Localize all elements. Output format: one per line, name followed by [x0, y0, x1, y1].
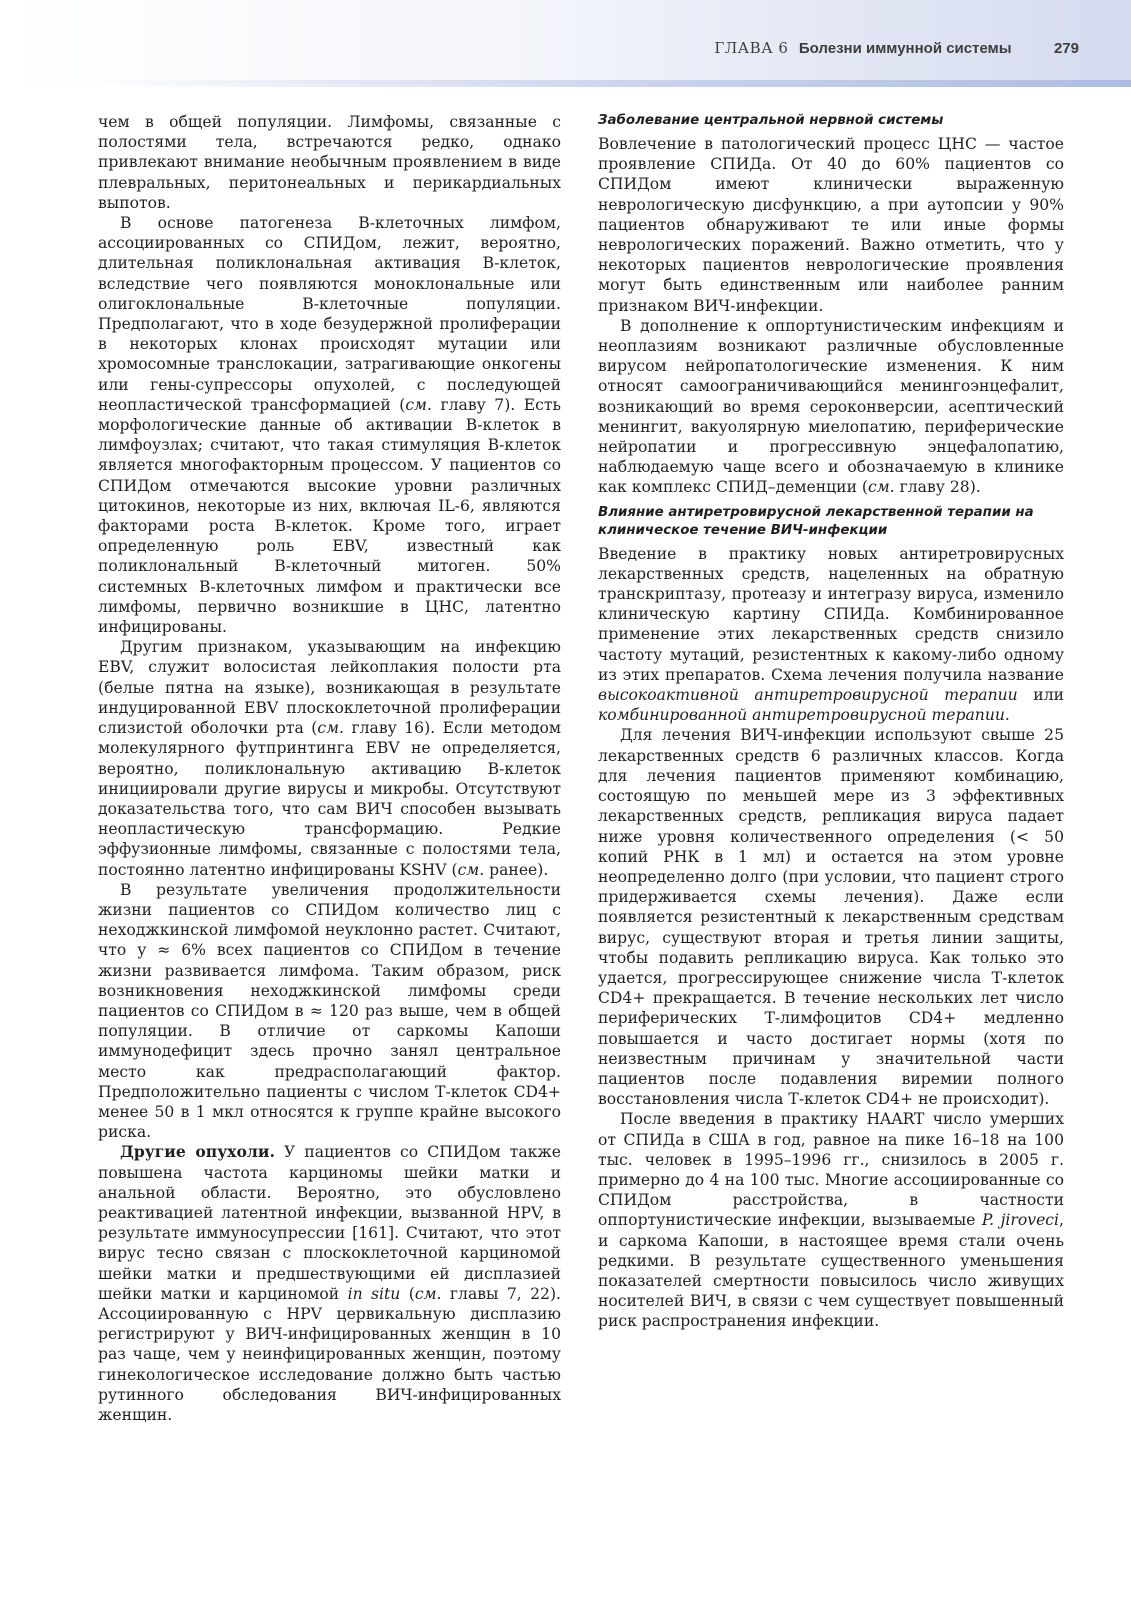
paragraph: После введения в практику HAART число умерших от СПИДа в США в год, равное на пике 16–18 на 100 тыс. человек в 1995–1996 гг., снизилось в 2005 г. примерно до 4 на 100 тыс. Многие ассоциированные со СПИДом расстройства, в частности оппортунистические инфекции, вызываемые P. jirovecі, и саркома Капоши, в настоящее время стали очень редкими. В результате существенного уменьшения показателей смертности повысилось число живущих носителей ВИЧ, в связи с чем существует повышенный риск распространения инфекции.: [598, 1110, 1064, 1331]
paragraph: Вовлечение в патологический процесс ЦНС — частое проявление СПИДа. От 40 до 60% пациентов со СПИДом имеют клинически выраженную неврологическую дисфункцию, а при аутопсии у 90% пациентов обнаруживают те или иные формы неврологических поражений. Важно отметить, что у некоторых пациентов неврологические проявления могут быть единственным или наиболее ранним признаком ВИЧ-инфекции.: [598, 135, 1064, 315]
paragraph: В основе патогенеза В-клеточных лимфом, ассоциированных со СПИДом, лежит, вероятно, длительная поликлональная активация В-клеток, вследствие чего появляются моноклональные или олигоклональные В-клеточные популяции. Предполагают, что в ходе безудержной пролиферации в некоторых клонах происходят мутации или хромосомные транслокации, затрагивающие онкогены или гены-супрессоры опухолей, с последующей неопластической трансформацией (см. главу 7). Есть морфологические данные об активации В-клеток в лимфоузлах; считают, что такая стимуляция В-клеток является многофакторным процессом. У пациентов со СПИДом отмечаются высокие уровни различных цитокинов, некоторые из них, включая IL-6, являются факторами роста В-клеток. Кроме того, играет определенную роль EBV, известный как поликлональный В-клеточный митоген. 50% системных В-клеточных лимфом и практически все лимфомы, первично возникшие в ЦНС, латентно инфицированы.: [98, 214, 561, 637]
paragraph: чем в общей популяции. Лимфомы, связанные с полостями тела, встречаются редко, однако привлекают внимание необычным проявлением в виде плевральных, перитонеальных и перикардиальных выпотов.: [98, 113, 561, 212]
section-heading: Влияние антиретровирусной лекарственной терапии на клиническое течение ВИЧ-инфекции: [598, 504, 1034, 538]
paragraph: Другие опухоли. У пациентов со СПИДом также повышена частота карциномы шейки матки и анальной области. Вероятно, это обусловлено реактивацией латентной инфекции, вызванной HPV, в результате иммуносупрессии [161]. Считают, что этот вирус тесно связан с плоскоклеточной карциномой шейки матки и предшествующими ей дисплазией шейки матки и карциномой in situ (см. главы 7, 22). Ассоциированную с HPV цервикальную дисплазию регистрируют у ВИЧ-инфицированных женщин в 10 раз чаще, чем у неинфицированных женщин, поэтому гинекологическое исследование должно быть частью рутинного обследования ВИЧ-инфицированных женщин.: [98, 1142, 562, 1424]
paragraph: Другим признаком, указывающим на инфекцию EBV, служит волосистая лейкоплакия полости рта (белые пятна на языке), возникающая в результате индуцированной EBV плоскоклеточной пролиферации слизистой оболочки рта (см. главу 16). Если методом молекулярного футпринтинга EBV не определяется, вероятно, поликлональную активацию В-клеток инициировали другие вирусы и микробы. Отсутствуют доказательства того, что сам ВИЧ способен вызывать неопластическую трансформацию. Редкие эффузионные лимфомы, связанные с полостями тела, постоянно латентно инфицированы KSHV (см. ранее).: [98, 638, 561, 879]
right-column: [598, 112, 1064, 1332]
paragraph: Для лечения ВИЧ-инфекции используют свыше 25 лекарственных средств 6 различных классов. Когда для лечения пациентов применяют комбинацию, состоящую по меньшей мере из 3 эффективных лекарственных средств, репликация вируса падает ниже уровня количественного определения (< 50 копий РНК в 1 мл) и остается на этом уровне неопределенно долго (при условии, что пациент строго придерживается схемы лечения). Даже если появляется резистентный к лекарственным средствам вирус, существуют вторая и третья линии защиты, чтобы подавить репликацию вируса. Как только это удается, прогрессирующее снижение числа Т-клеток CD4+ прекращается. В течение нескольких лет число периферических Т-лимфоцитов CD4+ медленно повышается и часто достигает нормы (хотя по неизвестным причинам у значительной части пациентов после подавления виремии полного восстановления числа Т-клеток CD4+ не происходит).: [598, 726, 1064, 1109]
left-column: [98, 112, 561, 1425]
page-number: 279: [1053, 40, 1079, 57]
header-rule: [100, 80, 1131, 87]
chapter-label: ГЛАВА 6: [714, 39, 789, 57]
paragraph: В дополнение к оппортунистическим инфекциям и неоплазиям возникают различные обусловленные вирусом нейропатологические изменения. К ним относят самоограничивающийся менингоэнцефалит, возникающий во время сероконверсии, асептический менингит, вакуолярную миелопатию, периферические нейропатии и прогрессивную энцефалопатию, наблюдаемую чаще всего и обозначаемую в клинике как комплекс СПИД–деменции (см. главу 28).: [598, 316, 1064, 497]
run-in-heading: Другие опухоли.: [120, 1142, 275, 1162]
paragraph: Введение в практику новых антиретровирусных лекарственных средств, нацеленных на обратную транскриптазу, протеазу и интегразу вируса, изменило клиническую картину СПИДа. Комбинированное применение этих лекарственных средств снизило частоту мутаций, резистентных к какому-либо одному из этих препаратов. Схема лечения получила название высокоактивной антиретровирусной терапии или комбинированной антиретровирусной терапии.: [598, 544, 1064, 725]
paragraph: В результате увеличения продолжительности жизни пациентов со СПИДом количество лиц с неходжкинской лимфомой неуклонно растет. Считают, что у ≈ 6% всех пациентов со СПИДом в течение жизни развивается лимфома. Таким образом, риск возникновения неходжкинской лимфомы среди пациентов со СПИДом в ≈ 120 раз выше, чем в общей популяции. В отличие от саркомы Капоши иммунодефицит здесь прочно занял центральное место как предрасполагающий фактор. Предположительно пациенты с числом Т-клеток CD4+ менее 50 в 1 мкл относятся к группе крайне высокого риска.: [98, 880, 561, 1142]
chapter-title: Болезни иммунной системы: [798, 40, 1012, 57]
section-heading: Заболевание центральной нервной системы: [598, 113, 944, 128]
running-head: [714, 37, 1079, 59]
